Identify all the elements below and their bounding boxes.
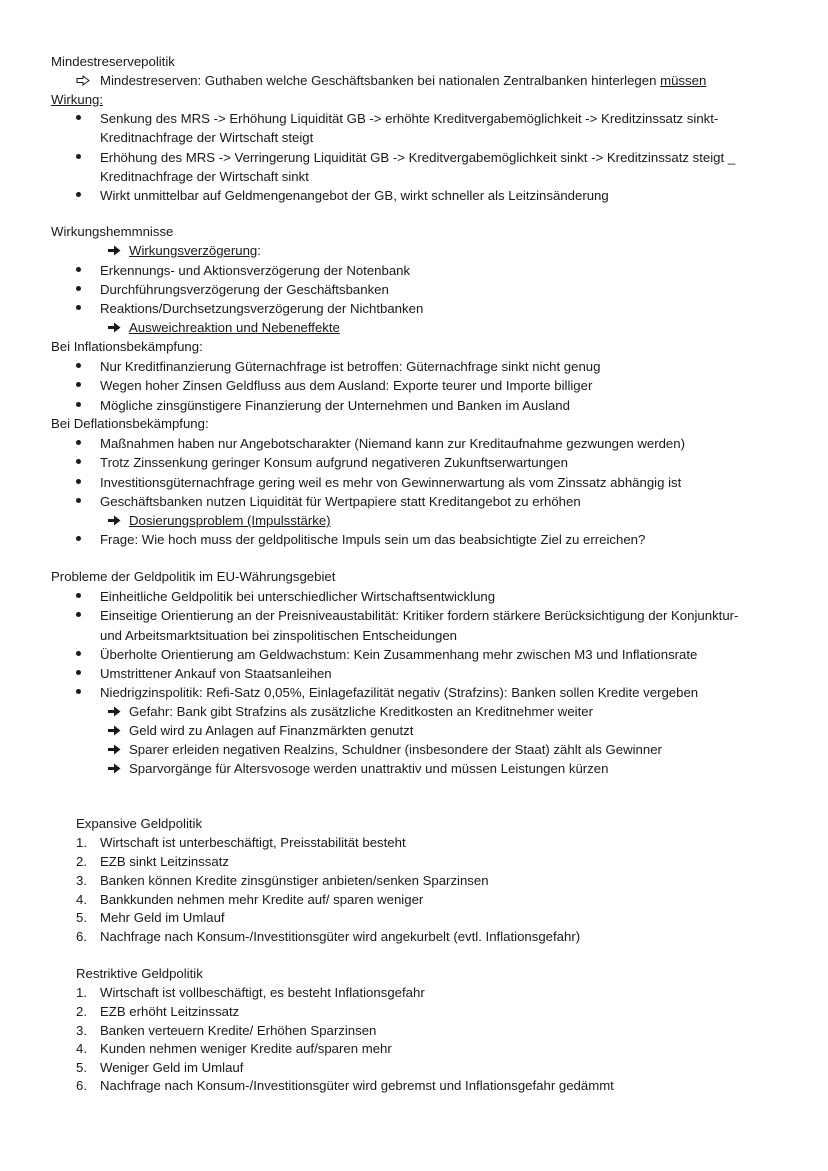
subpoint-ausweichreaktion: Ausweichreaktion und Nebeneffekte bbox=[129, 320, 340, 335]
definition-line bbox=[100, 71, 706, 90]
definition-underlined: müssen bbox=[660, 73, 707, 88]
deflation-label: Bei Deflationsbekämpfung: bbox=[51, 416, 209, 431]
bullet-text: Einheitliche Geldpolitik bei unterschiedlicher Wirtschaftsentwicklung bbox=[100, 589, 496, 604]
bullet-icon bbox=[76, 453, 84, 472]
bullet-icon bbox=[76, 376, 84, 395]
arrow-right-icon bbox=[107, 241, 123, 260]
bullet-text: Trotz Zinssenkung geringer Konsum aufgrund negativeren Zukunftserwartungen bbox=[100, 455, 568, 470]
bullet-text: Erkennungs- und Aktionsverzögerung der Notenbank bbox=[100, 263, 411, 278]
list-item: Mehr Geld im Umlauf bbox=[100, 910, 225, 925]
bullet-text: Umstrittener Ankauf von Staatsanleihen bbox=[100, 666, 332, 681]
bullet-text: Mögliche zinsgünstigere Finanzierung der Unternehmen und Banken im Ausland bbox=[100, 398, 570, 413]
bullet-icon bbox=[76, 357, 84, 376]
bullet-text: Wirkt unmittelbar auf Geldmengenangebot der GB, wirkt schneller als Leitzinsänderung bbox=[100, 188, 609, 203]
bullet-text-cont: Kreditnachfrage der Wirtschaft sinkt bbox=[100, 169, 309, 184]
bullet-icon bbox=[76, 530, 84, 549]
section-title-eu-probleme: Probleme der Geldpolitik im EU-Währungsgebiet bbox=[51, 569, 336, 584]
list-item: EZB sinkt Leitzinssatz bbox=[100, 854, 229, 869]
section-title-expansive: Expansive Geldpolitik bbox=[76, 816, 203, 831]
subpoint-text: Geld wird zu Anlagen auf Finanzmärkten genutzt bbox=[129, 723, 414, 738]
list-item: Nachfrage nach Konsum-/Investitionsgüter wird angekurbelt (evtl. Inflationsgefahr) bbox=[100, 929, 581, 944]
arrow-right-icon bbox=[107, 740, 123, 759]
bullet-icon bbox=[76, 664, 84, 683]
list-item: Banken verteuern Kredite/ Erhöhen Sparzinsen bbox=[100, 1023, 377, 1038]
bullet-text: Senkung des MRS -> Erhöhung Liquidität GB -> erhöhte Kreditvergabemöglichkeit -> Kreditzinssatz sinkt- bbox=[100, 111, 719, 126]
list-item: Wirtschaft ist unterbeschäftigt, Preisstabilität besteht bbox=[100, 835, 406, 850]
bullet-text: Maßnahmen haben nur Angebotscharakter (Niemand kann zur Kreditaufnahme gezwungen werden) bbox=[100, 436, 685, 451]
list-number: 4. bbox=[76, 1041, 87, 1056]
bullet-text: Durchführungsverzögerung der Geschäftsbanken bbox=[100, 282, 389, 297]
list-number: 4. bbox=[76, 892, 87, 907]
bullet-icon bbox=[76, 683, 84, 702]
list-number: 3. bbox=[76, 1023, 87, 1038]
bullet-icon bbox=[76, 396, 84, 415]
section-title-mindestreserve: Mindestreservepolitik bbox=[51, 54, 175, 69]
bullet-icon bbox=[76, 645, 84, 664]
arrow-right-icon bbox=[107, 318, 123, 337]
subpoint-text: Gefahr: Bank gibt Strafzins als zusätzliche Kreditkosten an Kreditnehmer weiter bbox=[129, 704, 593, 719]
bullet-icon bbox=[76, 473, 84, 492]
bullet-text-cont: Kreditnachfrage der Wirtschaft steigt bbox=[100, 130, 314, 145]
list-number: 6. bbox=[76, 929, 87, 944]
subpoint-wirkungsverzoegerung: Wirkungsverzögerung bbox=[129, 243, 258, 258]
bullet-icon bbox=[76, 492, 84, 511]
section-title-wirkungshemmnisse: Wirkungshemmnisse bbox=[51, 224, 174, 239]
list-item: Bankkunden nehmen mehr Kredite auf/ sparen weniger bbox=[100, 892, 424, 907]
list-number: 1. bbox=[76, 985, 87, 1000]
list-number: 1. bbox=[76, 835, 87, 850]
list-item: EZB erhöht Leitzinssatz bbox=[100, 1004, 240, 1019]
list-number: 5. bbox=[76, 910, 87, 925]
bullet-text: Einseitige Orientierung an der Preisniveaustabilität: Kritiker fordern stärkere Berücksichtigung der Konjunktur- bbox=[100, 608, 739, 623]
definition-text: Mindestreserven: Guthaben welche Geschäftsbanken bei nationalen Zentralbanken hinterlegen bbox=[100, 73, 661, 88]
bullet-text: Überholte Orientierung am Geldwachstum: Kein Zusammenhang mehr zwischen M3 und Inflationsrate bbox=[100, 647, 698, 662]
bullet-icon bbox=[76, 109, 84, 128]
bullet-icon bbox=[76, 280, 84, 299]
bullet-text: Frage: Wie hoch muss der geldpolitische Impuls sein um das beabsichtigte Ziel zu erreichen? bbox=[100, 532, 646, 547]
list-number: 3. bbox=[76, 873, 87, 888]
bullet-text: Reaktions/Durchsetzungsverzögerung der Nichtbanken bbox=[100, 301, 424, 316]
bullet-icon bbox=[76, 186, 84, 205]
bullet-text: Nur Kreditfinanzierung Güternachfrage ist betroffen: Güternachfrage sinkt nicht genug bbox=[100, 359, 601, 374]
arrow-right-icon bbox=[107, 511, 123, 530]
bullet-text: Geschäftsbanken nutzen Liquidität für Wertpapiere statt Kreditangebot zu erhöhen bbox=[100, 494, 581, 509]
list-item: Kunden nehmen weniger Kredite auf/sparen mehr bbox=[100, 1041, 392, 1056]
list-item: Nachfrage nach Konsum-/Investitionsgüter wird gebremst und Inflationsgefahr gedämmt bbox=[100, 1078, 614, 1093]
list-item: Banken können Kredite zinsgünstiger anbieten/senken Sparzinsen bbox=[100, 873, 489, 888]
bullet-icon bbox=[76, 434, 84, 453]
subpoint-text: Sparvorgänge für Altersvosoge werden unattraktiv und müssen Leistungen kürzen bbox=[129, 761, 609, 776]
arrow-right-icon bbox=[107, 759, 123, 778]
list-number: 2. bbox=[76, 1004, 87, 1019]
list-item: Weniger Geld im Umlauf bbox=[100, 1060, 244, 1075]
hollow-arrow-icon bbox=[76, 71, 92, 90]
bullet-icon bbox=[76, 148, 84, 167]
list-item: Wirtschaft ist vollbeschäftigt, es besteht Inflationsgefahr bbox=[100, 985, 425, 1000]
inflation-label: Bei Inflationsbekämpfung: bbox=[51, 339, 203, 354]
bullet-icon bbox=[76, 606, 84, 625]
subpoint-dosierungsproblem: Dosierungsproblem (Impulsstärke) bbox=[129, 513, 331, 528]
list-number: 6. bbox=[76, 1078, 87, 1093]
arrow-right-icon bbox=[107, 702, 123, 721]
bullet-text: Wegen hoher Zinsen Geldfluss aus dem Ausland: Exporte teurer und Importe billiger bbox=[100, 378, 593, 393]
bullet-icon bbox=[76, 587, 84, 606]
bullet-text: Erhöhung des MRS -> Verringerung Liquidität GB -> Kreditvergabemöglichkeit sinkt -> Kreditzinssatz steigt _ bbox=[100, 150, 736, 165]
bullet-text: Investitionsgüternachfrage gering weil es mehr von Gewinnerwartung als vom Zinssatz abhängig ist bbox=[100, 475, 682, 490]
section-title-restriktive: Restriktive Geldpolitik bbox=[76, 966, 203, 981]
arrow-right-icon bbox=[107, 721, 123, 740]
list-number: 2. bbox=[76, 854, 87, 869]
bullet-text-cont: und Arbeitsmarktsituation bei zinspolitischen Entscheidungen bbox=[100, 628, 458, 643]
wirkung-label: Wirkung: bbox=[51, 92, 104, 107]
bullet-text: Niedrigzinspolitik: Refi-Satz 0,05%, Einlagefazilität negativ (Strafzins): Banken sollen Kredite vergeben bbox=[100, 685, 699, 700]
subpoint-text: Sparer erleiden negativen Realzins, Schuldner (insbesondere der Staat) zählt als Gewinner bbox=[129, 742, 662, 757]
subpoint-colon: : bbox=[257, 243, 261, 258]
bullet-icon bbox=[76, 261, 84, 280]
bullet-icon bbox=[76, 299, 84, 318]
list-number: 5. bbox=[76, 1060, 87, 1075]
subpoint-line bbox=[129, 241, 261, 260]
